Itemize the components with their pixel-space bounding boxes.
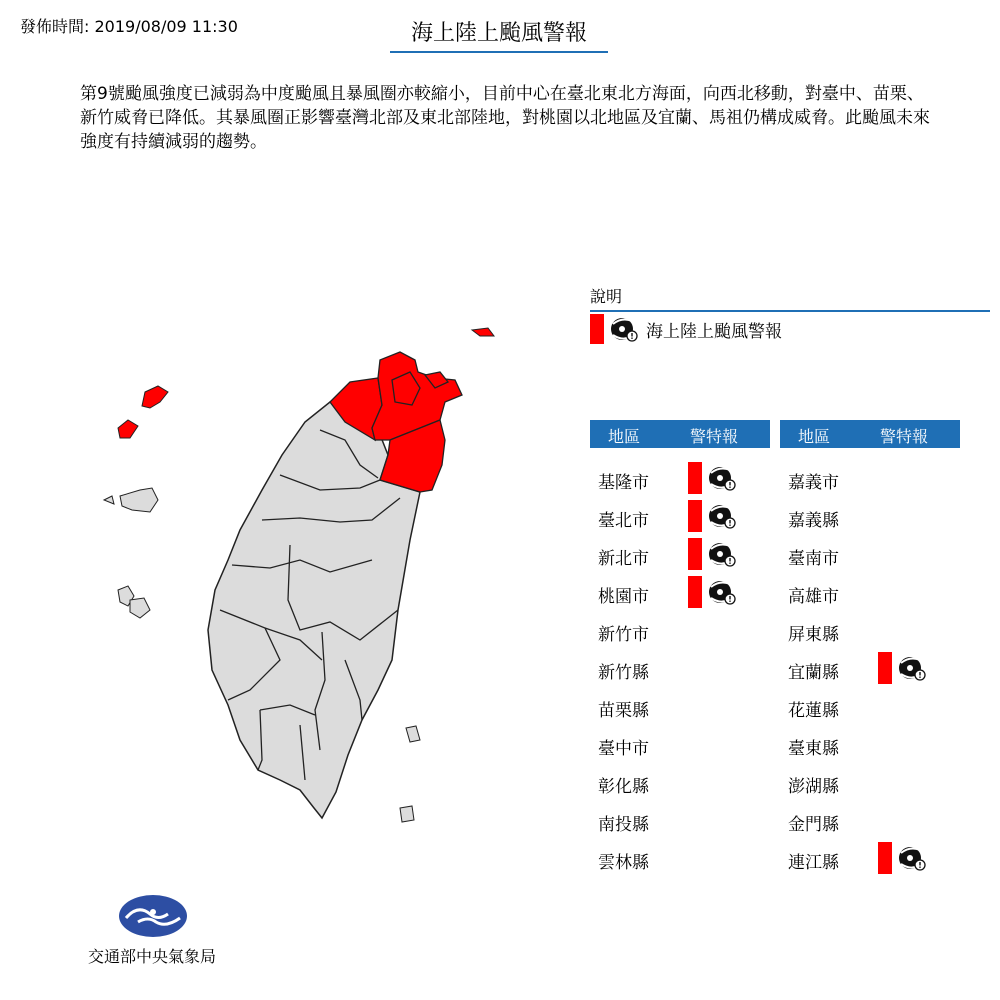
region-row [590, 650, 770, 688]
region-row [780, 650, 960, 688]
region-name: 連江縣 [788, 853, 839, 873]
agency-name: 交通部中央氣象局 [88, 947, 217, 966]
region-name: 臺北市 [598, 511, 649, 531]
region-name: 彰化縣 [598, 777, 649, 797]
typhoon-warning-icon [688, 576, 736, 608]
region-row [780, 574, 960, 612]
header-region: 地區 [798, 427, 831, 446]
map-region-lienchiang-islet [118, 420, 138, 438]
legend-label: 海上陸上颱風警報 [646, 321, 782, 342]
region-row [780, 612, 960, 650]
region-name: 臺南市 [788, 549, 839, 569]
cwb-logo [118, 894, 188, 938]
header-warning: 警特報 [690, 427, 739, 446]
region-row [780, 536, 960, 574]
region-name: 嘉義縣 [788, 511, 839, 531]
typhoon-warning-icon [688, 462, 736, 494]
region-name: 金門縣 [788, 815, 839, 835]
region-row [780, 498, 960, 536]
region-row [780, 802, 960, 840]
region-name: 澎湖縣 [788, 777, 839, 797]
region-row [590, 726, 770, 764]
region-row [590, 688, 770, 726]
map-region-pengjia-islet [472, 328, 494, 336]
region-row [780, 840, 960, 878]
region-name: 嘉義市 [788, 473, 839, 493]
warning-color-swatch [590, 314, 604, 344]
header-region: 地區 [608, 427, 641, 446]
region-row [590, 460, 770, 498]
region-row [590, 764, 770, 802]
map-region-kinmen-islet [104, 496, 114, 504]
taiwan-map [90, 315, 510, 835]
legend-title: 說明 [590, 284, 990, 312]
region-name: 苗栗縣 [598, 701, 649, 721]
region-row [590, 498, 770, 536]
map-region-new-taipei [372, 352, 462, 440]
page-title: 海上陸上颱風警報 [390, 16, 608, 53]
region-row [590, 802, 770, 840]
region-row [590, 840, 770, 878]
map-region-green-island [406, 726, 420, 742]
region-row [590, 612, 770, 650]
publish-time: 發佈時間: 2019/08/09 11:30 [20, 17, 238, 36]
region-name: 新北市 [598, 549, 649, 569]
legend-item [590, 315, 782, 343]
region-name: 新竹縣 [598, 663, 649, 683]
map-region-lienchiang [142, 386, 168, 408]
region-row [590, 574, 770, 612]
typhoon-warning-icon [878, 842, 926, 874]
region-row [780, 726, 960, 764]
typhoon-warning-icon [688, 500, 736, 532]
region-name: 屏東縣 [788, 625, 839, 645]
typhoon-warning-icon [878, 652, 926, 684]
region-row [780, 688, 960, 726]
region-name: 南投縣 [598, 815, 649, 835]
region-name: 雲林縣 [598, 853, 649, 873]
region-name: 花蓮縣 [788, 701, 839, 721]
map-region-orchid-island [400, 806, 414, 822]
region-list-right [780, 460, 960, 878]
header-warning: 警特報 [880, 427, 929, 446]
region-name: 臺中市 [598, 739, 649, 759]
warning-description: 第9號颱風強度已減弱為中度颱風且暴風圈亦較縮小，目前中心在臺北東北方海面，向西北移動，對臺中、苗栗、新竹威脅已降低。其暴風圈正影響臺灣北部及東北部陸地，對桃園以北地區及宜蘭、馬祖仍構成威脅。此颱風未來強度有持續減弱的趨勢。 [80, 84, 930, 152]
region-name: 桃園市 [598, 587, 649, 607]
region-row [590, 536, 770, 574]
region-list-left [590, 460, 770, 878]
typhoon-warning-icon [610, 315, 638, 343]
region-name: 高雄市 [788, 587, 839, 607]
typhoon-warning-icon [688, 538, 736, 570]
table-header-right [780, 420, 960, 448]
table-header-left [590, 420, 770, 448]
region-name: 臺東縣 [788, 739, 839, 759]
region-row [780, 764, 960, 802]
region-row [780, 460, 960, 498]
region-name: 基隆市 [598, 473, 649, 493]
map-region-kinmen [120, 488, 158, 512]
region-name: 新竹市 [598, 625, 649, 645]
map-region-penghu-islet [130, 598, 150, 618]
region-name: 宜蘭縣 [788, 663, 839, 683]
